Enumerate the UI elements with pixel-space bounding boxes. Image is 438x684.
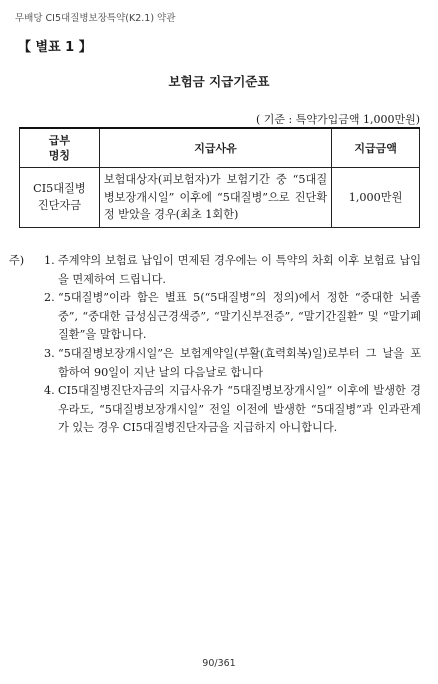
note-item xyxy=(9,345,421,382)
cell-payment-amount: 1,000만원 xyxy=(332,168,420,228)
note-number: 3. xyxy=(44,346,55,360)
table-header-row xyxy=(20,128,420,168)
note-item xyxy=(9,289,421,345)
document-header: 무배당 CI5대질병보장특약(K2.1) 약관 xyxy=(15,13,176,24)
page-number: 90/361 xyxy=(202,658,236,669)
notes-prefix: 주) xyxy=(9,254,25,267)
note-number: 4. xyxy=(44,384,55,398)
note-item xyxy=(9,382,421,438)
note-text: “5대질병보장개시일”은 보험계약일(부활(효력회복)일)로부터 그 날을 포함하여 90일이 지난 날의 다음날로 합니다 xyxy=(58,346,421,379)
basis-note: ( 기준 : 특약가입금액 1,000만원) xyxy=(255,113,420,126)
note-text: “5대질병”이라 함은 별표 5(“5대질병”의 정의)에서 정한 “중대한 뇌졸중”, “중대한 급성심근경색증”, “말기신부전증”, “말기간질환” 및 “말기폐질환”을 말합니다. xyxy=(58,291,421,342)
cell-benefit-type: CI5대질병 진단자금 xyxy=(20,168,100,228)
table-row xyxy=(20,168,420,228)
note-text: 주계약의 보험료 납입이 면제된 경우에는 이 특약의 차회 이후 보험료 납입을 면제하여 드립니다. xyxy=(58,254,421,286)
notes-section xyxy=(9,252,421,438)
annex-label: 【 별표 1 】 xyxy=(18,40,92,55)
note-number: 1. xyxy=(44,254,55,267)
header-payment-amount: 지급금액 xyxy=(332,128,420,168)
benefit-table xyxy=(19,127,420,228)
note-text: CI5대질병진단자금의 지급사유가 “5대질병보장개시일” 이후에 발생한 경우라도, “5대질병보장개시일” 전일 이전에 발생한 “5대질병”과 인과관계가 있는 경우 CI5대질병진단자금을 지급하지 아니합니다. xyxy=(58,384,421,435)
cell-payment-reason: 보험대상자(피보험자)가 보험기간 중 “5대질병보장개시일” 이후에 “5대질병”으로 진단확정 받았을 경우(최초 1회한) xyxy=(99,168,331,228)
note-number: 2. xyxy=(44,291,55,305)
note-item xyxy=(9,252,421,289)
table-title: 보험금 지급기준표 xyxy=(168,74,270,89)
header-payment-reason: 지급사유 xyxy=(99,128,331,168)
header-benefit-type: 급부 명칭 xyxy=(20,128,100,168)
